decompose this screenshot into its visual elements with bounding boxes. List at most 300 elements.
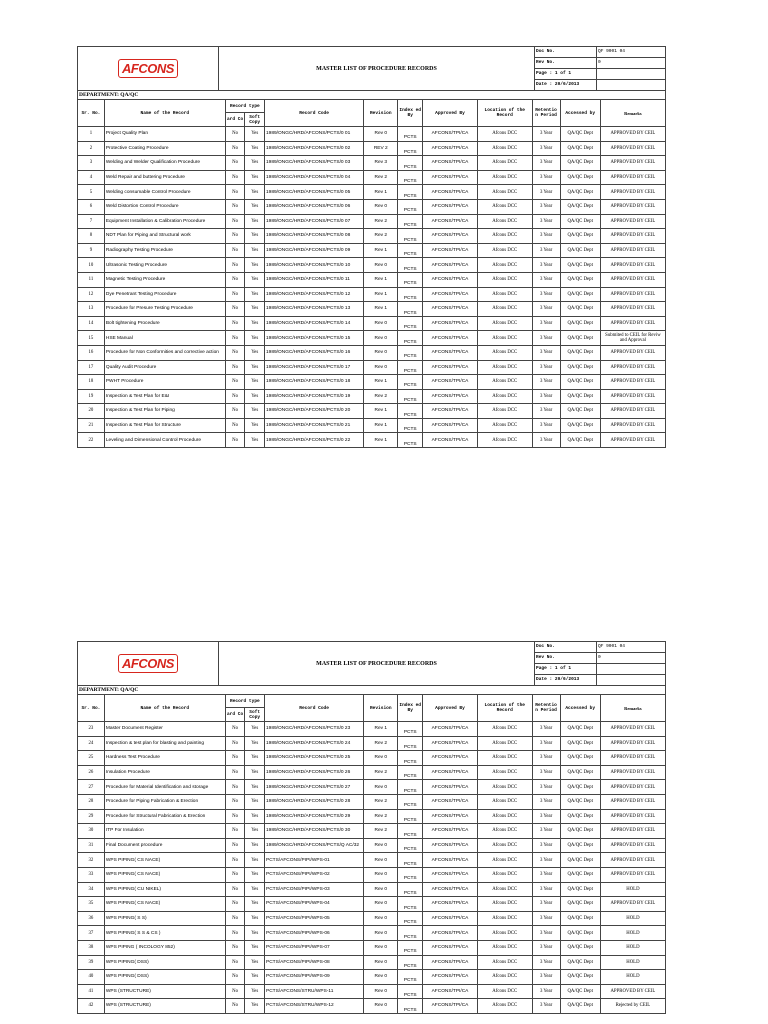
revision-cell: Rev 0	[364, 955, 398, 970]
approved-by-cell: AFCONS/TPI/CA	[423, 272, 478, 287]
remarks-cell: APPROVED BY CEIL	[600, 156, 665, 171]
indexed-by-cell: PCTS	[398, 970, 423, 985]
accessed-by-cell: QA/QC Dept	[560, 970, 600, 985]
hard-copy-cell: No	[225, 999, 245, 1014]
table-row	[78, 185, 666, 200]
accessed-by-cell: QA/QC Dept	[560, 214, 600, 229]
indexed-by-cell: PCTS	[398, 984, 423, 999]
table-row	[78, 794, 666, 809]
location-cell: Afcons DCC	[477, 389, 532, 404]
location-cell: Afcons DCC	[477, 345, 532, 360]
revision-cell: Rev 0	[364, 897, 398, 912]
location-cell: Afcons DCC	[477, 287, 532, 302]
soft-copy-cell: Yes	[245, 809, 265, 824]
revision-cell: Rev 0	[364, 316, 398, 331]
location-cell: Afcons DCC	[477, 375, 532, 390]
soft-copy-cell: Yes	[245, 867, 265, 882]
soft-copy-cell: Yes	[245, 404, 265, 419]
approved-by-cell: AFCONS/TPI/CA	[423, 375, 478, 390]
table-row	[78, 243, 666, 258]
remarks-cell: HOLD	[600, 882, 665, 897]
retention-cell: 3 Year	[532, 882, 560, 897]
soft-copy-cell: Yes	[245, 199, 265, 214]
revision-cell: Rev 2	[364, 765, 398, 780]
sheet-header	[77, 46, 666, 91]
meta-doc-no: Doc No. QF 9001 04	[535, 47, 665, 58]
hard-copy-cell: No	[225, 127, 245, 142]
col-revision: Revision	[364, 695, 398, 722]
record-name-cell: Project Quality Plan	[104, 127, 225, 142]
indexed-by-cell: PCTS	[398, 751, 423, 766]
location-cell: Afcons DCC	[477, 404, 532, 419]
record-code-cell: PCTS/AFCONS/STRU/WPS-12	[265, 999, 364, 1014]
location-cell: Afcons DCC	[477, 955, 532, 970]
retention-cell: 3 Year	[532, 809, 560, 824]
record-name-cell: Protective Coating Procedure	[104, 141, 225, 156]
hard-copy-cell: No	[225, 199, 245, 214]
location-cell: Afcons DCC	[477, 736, 532, 751]
location-cell: Afcons DCC	[477, 360, 532, 375]
col-location: Location of the Record	[477, 695, 532, 722]
col-hard-copy: ard Co	[225, 708, 245, 722]
accessed-by-cell: QA/QC Dept	[560, 331, 600, 346]
record-name-cell: Procedure for Structural Fabrication & Erection	[104, 809, 225, 824]
remarks-cell: APPROVED BY CEIL	[600, 722, 665, 737]
record-code-cell: 1989/ONGC/HRD/AFCONS/PCTS/0 09	[265, 243, 364, 258]
record-code-cell: 1989/ONGC/HRD/AFCONS/PCTS/0 04	[265, 170, 364, 185]
location-cell: Afcons DCC	[477, 199, 532, 214]
table-row	[78, 736, 666, 751]
retention-cell: 3 Year	[532, 199, 560, 214]
retention-cell: 3 Year	[532, 722, 560, 737]
table-row	[78, 897, 666, 912]
table-row	[78, 722, 666, 737]
soft-copy-cell: Yes	[245, 824, 265, 839]
indexed-by-cell: PCTS	[398, 853, 423, 868]
retention-cell: 3 Year	[532, 765, 560, 780]
indexed-by-cell: PCTS	[398, 999, 423, 1014]
soft-copy-cell: Yes	[245, 940, 265, 955]
table-row	[78, 940, 666, 955]
accessed-by-cell: QA/QC Dept	[560, 824, 600, 839]
document-title: MASTER LIST OF PROCEDURE RECORDS	[219, 47, 535, 91]
revision-cell: Rev 0	[364, 258, 398, 273]
soft-copy-cell: Yes	[245, 170, 265, 185]
location-cell: Afcons DCC	[477, 926, 532, 941]
table-row	[78, 911, 666, 926]
approved-by-cell: AFCONS/TPI/CA	[423, 345, 478, 360]
approved-by-cell: AFCONS/TPI/CA	[423, 199, 478, 214]
document-title: MASTER LIST OF PROCEDURE RECORDS	[219, 642, 535, 686]
accessed-by-cell: QA/QC Dept	[560, 127, 600, 142]
approved-by-cell: AFCONS/TPI/CA	[423, 911, 478, 926]
remarks-cell: APPROVED BY CEIL	[600, 404, 665, 419]
hard-copy-cell: No	[225, 926, 245, 941]
indexed-by-cell: PCTS	[398, 955, 423, 970]
sr-cell: 39	[78, 955, 105, 970]
retention-cell: 3 Year	[532, 272, 560, 287]
col-accessed-by: Accessed by	[560, 695, 600, 722]
table-row	[78, 141, 666, 156]
approved-by-cell: AFCONS/TPI/CA	[423, 955, 478, 970]
location-cell: Afcons DCC	[477, 809, 532, 824]
location-cell: Afcons DCC	[477, 316, 532, 331]
sr-cell: 37	[78, 926, 105, 941]
remarks-cell: APPROVED BY CEIL	[600, 838, 665, 853]
hard-copy-cell: No	[225, 302, 245, 317]
hard-copy-cell: No	[225, 955, 245, 970]
revision-cell: Rev 2	[364, 809, 398, 824]
sr-cell: 28	[78, 794, 105, 809]
record-name-cell: NDT Plan for Piping and Structural work	[104, 229, 225, 244]
table-row	[78, 389, 666, 404]
remarks-cell: APPROVED BY CEIL	[600, 243, 665, 258]
record-code-cell: 1989/ONGC/HRD/AFCONS/PCTS/0 06	[265, 199, 364, 214]
hard-copy-cell: No	[225, 765, 245, 780]
record-name-cell: WPS PIPING( CS NACE)	[104, 867, 225, 882]
remarks-cell: Submited to CEIL for Reviw and Approval	[600, 331, 665, 346]
sr-cell: 25	[78, 751, 105, 766]
remarks-cell: HOLD	[600, 911, 665, 926]
revision-cell: Rev 0	[364, 199, 398, 214]
table-row	[78, 302, 666, 317]
approved-by-cell: AFCONS/TPI/CA	[423, 389, 478, 404]
remarks-cell: Rejected by CEIL	[600, 999, 665, 1014]
approved-by-cell: AFCONS/TPI/CA	[423, 302, 478, 317]
revision-cell: Rev 0	[364, 970, 398, 985]
retention-cell: 3 Year	[532, 897, 560, 912]
sr-cell: 42	[78, 999, 105, 1014]
sr-cell: 30	[78, 824, 105, 839]
record-name-cell: HSE Manual	[104, 331, 225, 346]
approved-by-cell: AFCONS/TPI/CA	[423, 809, 478, 824]
remarks-cell: APPROVED BY CEIL	[600, 199, 665, 214]
col-indexed-by: Index ed By	[398, 100, 423, 127]
revision-cell: Rev 0	[364, 751, 398, 766]
remarks-cell: APPROVED BY CEIL	[600, 433, 665, 448]
col-soft-copy: Soft Copy	[245, 708, 265, 722]
record-code-cell: 1989/ONGC/HRD/AFCONS/PCTS/0 13	[265, 302, 364, 317]
sr-cell: 4	[78, 170, 105, 185]
location-cell: Afcons DCC	[477, 214, 532, 229]
table-row	[78, 214, 666, 229]
sr-cell: 24	[78, 736, 105, 751]
accessed-by-cell: QA/QC Dept	[560, 229, 600, 244]
hard-copy-cell: No	[225, 272, 245, 287]
sr-cell: 21	[78, 418, 105, 433]
record-code-cell: 1989/ONGC/HRD/AFCONS/PCTS/0 07	[265, 214, 364, 229]
hard-copy-cell: No	[225, 375, 245, 390]
accessed-by-cell: QA/QC Dept	[560, 404, 600, 419]
retention-cell: 3 Year	[532, 404, 560, 419]
retention-cell: 3 Year	[532, 999, 560, 1014]
retention-cell: 3 Year	[532, 243, 560, 258]
approved-by-cell: AFCONS/TPI/CA	[423, 722, 478, 737]
soft-copy-cell: Yes	[245, 287, 265, 302]
approved-by-cell: AFCONS/TPI/CA	[423, 940, 478, 955]
hard-copy-cell: No	[225, 780, 245, 795]
accessed-by-cell: QA/QC Dept	[560, 345, 600, 360]
record-code-cell: 1989/ONGC/HRD/AFCONS/PCTS/0 17	[265, 360, 364, 375]
soft-copy-cell: Yes	[245, 882, 265, 897]
retention-cell: 3 Year	[532, 141, 560, 156]
record-name-cell: WPS PIPING( DSS)	[104, 955, 225, 970]
accessed-by-cell: QA/QC Dept	[560, 418, 600, 433]
approved-by-cell: AFCONS/TPI/CA	[423, 404, 478, 419]
revision-cell: Rev 2	[364, 736, 398, 751]
indexed-by-cell: PCTS	[398, 287, 423, 302]
indexed-by-cell: PCTS	[398, 940, 423, 955]
revision-cell: Rev 1	[364, 243, 398, 258]
record-name-cell: Leveling and Dimensional Control Procedure	[104, 433, 225, 448]
revision-cell: Rev 1	[364, 722, 398, 737]
col-record-type: Record type	[225, 100, 264, 113]
sr-cell: 11	[78, 272, 105, 287]
hard-copy-cell: No	[225, 882, 245, 897]
soft-copy-cell: Yes	[245, 926, 265, 941]
soft-copy-cell: Yes	[245, 853, 265, 868]
approved-by-cell: AFCONS/TPI/CA	[423, 360, 478, 375]
sr-cell: 14	[78, 316, 105, 331]
hard-copy-cell: No	[225, 316, 245, 331]
approved-by-cell: AFCONS/TPI/CA	[423, 882, 478, 897]
accessed-by-cell: QA/QC Dept	[560, 243, 600, 258]
table-row	[78, 331, 666, 346]
remarks-cell: APPROVED BY CEIL	[600, 853, 665, 868]
record-code-cell: 1989/ONGC/HRD/AFCONS/PCTS/0 18	[265, 375, 364, 390]
soft-copy-cell: Yes	[245, 389, 265, 404]
record-code-cell: PCTS/AFCONS/PIPI/WPS-02	[265, 867, 364, 882]
retention-cell: 3 Year	[532, 156, 560, 171]
location-cell: Afcons DCC	[477, 258, 532, 273]
remarks-cell: APPROVED BY CEIL	[600, 765, 665, 780]
retention-cell: 3 Year	[532, 433, 560, 448]
approved-by-cell: AFCONS/TPI/CA	[423, 926, 478, 941]
location-cell: Afcons DCC	[477, 794, 532, 809]
hard-copy-cell: No	[225, 404, 245, 419]
location-cell: Afcons DCC	[477, 156, 532, 171]
col-remarks: Remarks	[600, 100, 665, 127]
remarks-cell: APPROVED BY CEIL	[600, 751, 665, 766]
col-location: Location of the Record	[477, 100, 532, 127]
record-name-cell: Procedure for Non Conformities and corrective action	[104, 345, 225, 360]
remarks-cell: APPROVED BY CEIL	[600, 984, 665, 999]
indexed-by-cell: PCTS	[398, 360, 423, 375]
retention-cell: 3 Year	[532, 214, 560, 229]
col-sr-no: Sr. No.	[78, 695, 105, 722]
accessed-by-cell: QA/QC Dept	[560, 897, 600, 912]
approved-by-cell: AFCONS/TPI/CA	[423, 853, 478, 868]
record-name-cell: WPS PIPING( S S)	[104, 911, 225, 926]
remarks-cell: APPROVED BY CEIL	[600, 794, 665, 809]
hard-copy-cell: No	[225, 214, 245, 229]
record-code-cell: 1989/ONGC/HRD/AFCONS/PCTS/0 27	[265, 780, 364, 795]
approved-by-cell: AFCONS/TPI/CA	[423, 141, 478, 156]
sr-cell: 20	[78, 404, 105, 419]
indexed-by-cell: PCTS	[398, 185, 423, 200]
table-row	[78, 156, 666, 171]
record-code-cell: PCTS/AFCONS/STRU/WPS-11	[265, 984, 364, 999]
remarks-cell: APPROVED BY CEIL	[600, 229, 665, 244]
hard-copy-cell: No	[225, 751, 245, 766]
meta-page: Page : 1 of 1	[535, 664, 665, 675]
col-sr-no: Sr. No.	[78, 100, 105, 127]
accessed-by-cell: QA/QC Dept	[560, 926, 600, 941]
revision-cell: Rev 0	[364, 882, 398, 897]
revision-cell: Rev 1	[364, 287, 398, 302]
revision-cell: Rev 0	[364, 911, 398, 926]
record-name-cell: WPS (STRUCTURE)	[104, 984, 225, 999]
location-cell: Afcons DCC	[477, 765, 532, 780]
sr-cell: 10	[78, 258, 105, 273]
revision-cell: Rev 2	[364, 389, 398, 404]
sr-cell: 36	[78, 911, 105, 926]
sr-cell: 26	[78, 765, 105, 780]
location-cell: Afcons DCC	[477, 272, 532, 287]
sr-cell: 19	[78, 389, 105, 404]
table-row	[78, 838, 666, 853]
table-row	[78, 999, 666, 1014]
retention-cell: 3 Year	[532, 780, 560, 795]
remarks-cell: APPROVED BY CEIL	[600, 389, 665, 404]
col-approved-by: Approved By	[423, 100, 478, 127]
accessed-by-cell: QA/QC Dept	[560, 170, 600, 185]
accessed-by-cell: QA/QC Dept	[560, 911, 600, 926]
record-name-cell: Welding and Welder Qualification Procedure	[104, 156, 225, 171]
accessed-by-cell: QA/QC Dept	[560, 316, 600, 331]
indexed-by-cell: PCTS	[398, 838, 423, 853]
hard-copy-cell: No	[225, 141, 245, 156]
approved-by-cell: AFCONS/TPI/CA	[423, 794, 478, 809]
revision-cell: Rev 3	[364, 156, 398, 171]
record-code-cell: 1989/ONGC/HRD/AFCONS/PCTS/0 08	[265, 229, 364, 244]
accessed-by-cell: QA/QC Dept	[560, 809, 600, 824]
hard-copy-cell: No	[225, 331, 245, 346]
approved-by-cell: AFCONS/TPI/CA	[423, 838, 478, 853]
sr-cell: 18	[78, 375, 105, 390]
record-code-cell: 1989/ONGC/HRD/AFCONS/PCTS/0 23	[265, 722, 364, 737]
remarks-cell: APPROVED BY CEIL	[600, 897, 665, 912]
retention-cell: 3 Year	[532, 838, 560, 853]
sr-cell: 40	[78, 970, 105, 985]
table-row	[78, 867, 666, 882]
remarks-cell: APPROVED BY CEIL	[600, 141, 665, 156]
remarks-cell: HOLD	[600, 970, 665, 985]
hard-copy-cell: No	[225, 853, 245, 868]
sr-cell: 9	[78, 243, 105, 258]
retention-cell: 3 Year	[532, 418, 560, 433]
hard-copy-cell: No	[225, 984, 245, 999]
retention-cell: 3 Year	[532, 970, 560, 985]
table-row	[78, 809, 666, 824]
hard-copy-cell: No	[225, 838, 245, 853]
approved-by-cell: AFCONS/TPI/CA	[423, 780, 478, 795]
hard-copy-cell: No	[225, 418, 245, 433]
approved-by-cell: AFCONS/TPI/CA	[423, 127, 478, 142]
location-cell: Afcons DCC	[477, 302, 532, 317]
remarks-cell: APPROVED BY CEIL	[600, 287, 665, 302]
table-row	[78, 926, 666, 941]
record-name-cell: Procedure for Piping Fabrication & Erection	[104, 794, 225, 809]
indexed-by-cell: PCTS	[398, 316, 423, 331]
indexed-by-cell: PCTS	[398, 867, 423, 882]
revision-cell: Rev 0	[364, 331, 398, 346]
table-row	[78, 853, 666, 868]
retention-cell: 3 Year	[532, 287, 560, 302]
records-body-1	[78, 127, 666, 448]
col-record-name: Name of the Record	[104, 100, 225, 127]
record-name-cell: Hardness Test Procedure	[104, 751, 225, 766]
hard-copy-cell: No	[225, 794, 245, 809]
indexed-by-cell: PCTS	[398, 375, 423, 390]
table-row	[78, 199, 666, 214]
sr-cell: 15	[78, 331, 105, 346]
meta-page: Page : 1 of 1	[535, 69, 665, 80]
table-row	[78, 780, 666, 795]
location-cell: Afcons DCC	[477, 824, 532, 839]
table-row	[78, 433, 666, 448]
sheet-2	[77, 641, 666, 1014]
hard-copy-cell: No	[225, 287, 245, 302]
approved-by-cell: AFCONS/TPI/CA	[423, 229, 478, 244]
hard-copy-cell: No	[225, 170, 245, 185]
record-code-cell: PCTS/AFCONS/PIPI/WPS-04	[265, 897, 364, 912]
remarks-cell: HOLD	[600, 940, 665, 955]
location-cell: Afcons DCC	[477, 229, 532, 244]
table-row	[78, 170, 666, 185]
record-name-cell: WPS PIPING( CU NIKEL)	[104, 882, 225, 897]
record-name-cell: Final Document procedure	[104, 838, 225, 853]
record-code-cell: PCTS/AFCONS/PIPI/WPS-09	[265, 970, 364, 985]
retention-cell: 3 Year	[532, 229, 560, 244]
accessed-by-cell: QA/QC Dept	[560, 287, 600, 302]
revision-cell: Rev 1	[364, 418, 398, 433]
indexed-by-cell: PCTS	[398, 765, 423, 780]
indexed-by-cell: PCTS	[398, 141, 423, 156]
soft-copy-cell: Yes	[245, 911, 265, 926]
soft-copy-cell: Yes	[245, 185, 265, 200]
indexed-by-cell: PCTS	[398, 794, 423, 809]
approved-by-cell: AFCONS/TPI/CA	[423, 999, 478, 1014]
record-code-cell: PCTS/AFCONS/PIPI/WPS-07	[265, 940, 364, 955]
soft-copy-cell: Yes	[245, 272, 265, 287]
sheet-1	[77, 46, 666, 448]
table-row	[78, 955, 666, 970]
record-name-cell: ITP For Insulation	[104, 824, 225, 839]
accessed-by-cell: QA/QC Dept	[560, 751, 600, 766]
remarks-cell: APPROVED BY CEIL	[600, 170, 665, 185]
col-revision: Revision	[364, 100, 398, 127]
record-code-cell: 1989/ONGC/HRD/AFCONS/PCTS/0 16	[265, 345, 364, 360]
col-accessed-by: Accessed by	[560, 100, 600, 127]
accessed-by-cell: QA/QC Dept	[560, 185, 600, 200]
hard-copy-cell: No	[225, 258, 245, 273]
revision-cell: Rev 0	[364, 127, 398, 142]
soft-copy-cell: Yes	[245, 418, 265, 433]
retention-cell: 3 Year	[532, 258, 560, 273]
soft-copy-cell: Yes	[245, 722, 265, 737]
col-record-name: Name of the Record	[104, 695, 225, 722]
indexed-by-cell: PCTS	[398, 302, 423, 317]
indexed-by-cell: PCTS	[398, 199, 423, 214]
record-code-cell: 1989/ONGC/HRD/AFCONS/PCTS/0 28	[265, 794, 364, 809]
record-name-cell: Insulation Procedure	[104, 765, 225, 780]
col-retention: Retentio n Period	[532, 695, 560, 722]
col-approved-by: Approved By	[423, 695, 478, 722]
soft-copy-cell: Yes	[245, 433, 265, 448]
location-cell: Afcons DCC	[477, 780, 532, 795]
table-row	[78, 345, 666, 360]
